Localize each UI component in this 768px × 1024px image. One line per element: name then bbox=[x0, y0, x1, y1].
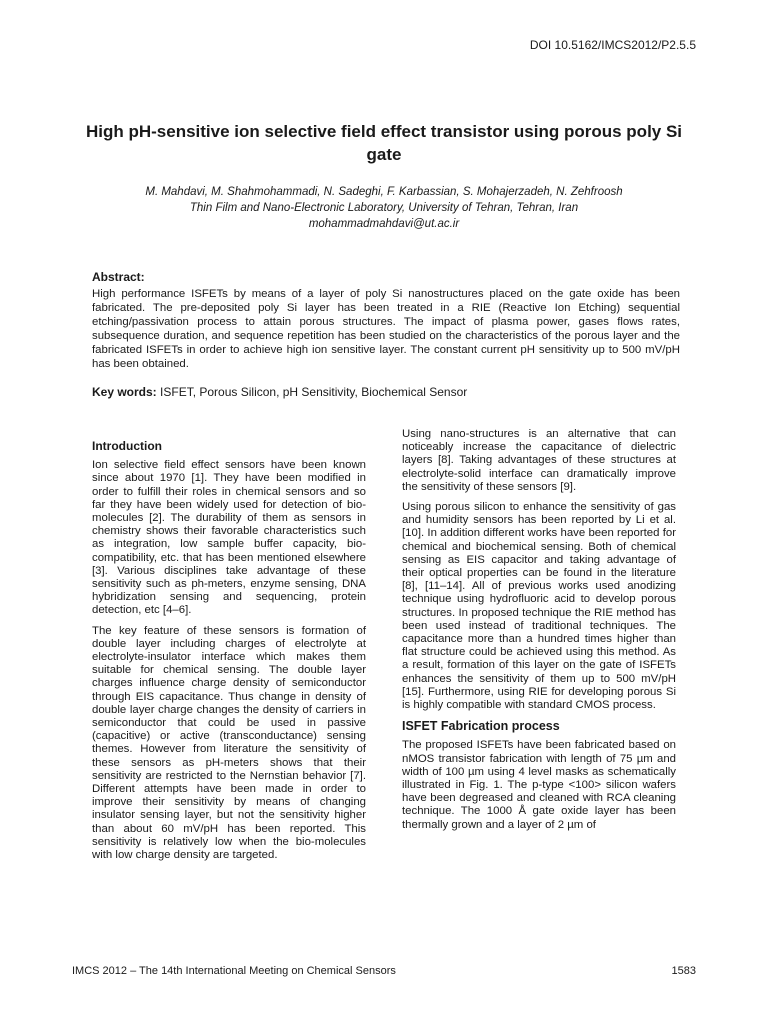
keywords-line bbox=[92, 385, 680, 399]
right-paragraph-2: Using porous silicon to enhance the sensitivity of gas and humidity sensors has been reported by Li et al. [10]. In addition different works have been reported for chemical and biochemical sensing. Both of chemical sensing as EIS capacitor and taking advantage of their optical properties can be found in the literature [8], [11–14]. All of previous works used anodizing technique using hydrofluoric acid to develop porous structures. In proposed technique the RIE method has been used instead of traditional techniques. The capacitance more than a hundred times higher than flat structure could be achieved using this method. As a result, formation of this layer on the gate of ISFETs enhances the sensitivity of them up to 500 mV/pH [15]. Furthermore, using RIE for developing porous Si is highly compatible with standard CMOS process. bbox=[402, 501, 676, 712]
footer-conference: IMCS 2012 – The 14th International Meeting on Chemical Sensors bbox=[72, 965, 396, 977]
right-paragraph-1: Using nano-structures is an alternative that can noticeably increase the capacitance of dielectric layers [8]. Taking advantages of these structures at electrolyte-solid interface can dramatically improve the sensitivity of these sensors [9]. bbox=[402, 428, 676, 493]
keywords-label: Key words: bbox=[92, 385, 157, 399]
intro-paragraph-2: The key feature of these sensors is formation of double layer including charges of electrolyte at electrolyte-insulator interface which makes them suitable for chemical sensing. The double layer charges influence charge density of semiconductor through EIS capacitance. Thus change in density of double layer charge changes the density of carriers in semiconductor that could be used in passive (capacitive) or active (transconductance) sensing themes. However from literature the sensitivity of these sensors as pH-meters shows that their sensitivity are restricted to the Nernstian behavior [7]. Different attempts have been made in order to improve their sensitivity by means of changing insulator sensing layer, but not the sensitivity higher than about 60 mV/pH has been reported. This sensitivity is relatively low when the bio-molecules with low charge density are targeted. bbox=[92, 624, 366, 862]
abstract-heading: Abstract: bbox=[92, 270, 145, 284]
paper-title: High pH-sensitive ion selective field effect transistor using porous poly Si gate bbox=[85, 122, 683, 164]
doi-label: DOI 10.5162/IMCS2012/P2.5.5 bbox=[529, 38, 696, 52]
fabrication-heading: ISFET Fabrication process bbox=[402, 719, 560, 734]
left-column bbox=[92, 440, 366, 869]
author-names: M. Mahdavi, M. Shahmohammadi, N. Sadeghi, F. Karbassian, S. Mohajerzadeh, N. Zehfroosh bbox=[145, 186, 623, 198]
intro-paragraph-1: Ion selective field effect sensors have been known since about 1970 [1]. They have been modified in order to fulfill their roles in chemical sensors and so far they have been widely used for detection of bio-molecules [2]. The durability of them as sensors in chemistry shows their favorable characteristics such as integration, low sample buffer capacity, bio-compatibility, etc. that has been mentioned elsewhere [3]. Various disciplines take advantage of these sensitivity such as ph-meters, enzyme sensing, DNA hybridization sensing and sequencing, protein detection, etc [4–6]. bbox=[92, 459, 366, 617]
right-column bbox=[402, 428, 676, 839]
fabrication-paragraph: The proposed ISFETs have been fabricated based on nMOS transistor fabrication with length of 75 µm and width of 100 µm using 4 level masks as schematically illustrated in Fig. 1. The p-type <100> silicon wafers have been degreased and cleaned with RCA cleaning technique. The 1000 Å gate oxide layer has been thermally grown and a layer of 2 µm of bbox=[402, 739, 676, 831]
introduction-heading: Introduction bbox=[92, 439, 162, 453]
abstract-text: High performance ISFETs by means of a layer of poly Si nanostructures placed on the gate oxide has been fabricated. The pre-deposited poly Si layer has been treated in a RIE (Reactive Ion Etching) sequential etching/passivation process to attain porous structures. The impact of plasma power, gases flows rates, subsequence duration, and sequence repetition has been studied on the characteristics of the porous layer and the fabricated ISFETs in order to achieve high ion sensitive layer. The constant current pH sensitivity up to 500 mV/pH has been obtained. bbox=[92, 288, 680, 370]
footer-page-number: 1583 bbox=[671, 965, 696, 977]
author-affiliation: Thin Film and Nano-Electronic Laboratory, University of Tehran, Tehran, Iran bbox=[189, 202, 579, 214]
author-block bbox=[90, 184, 678, 232]
keywords-text: ISFET, Porous Silicon, pH Sensitivity, Biochemical Sensor bbox=[160, 385, 468, 399]
author-email: mohammadmahdavi@ut.ac.ir bbox=[308, 218, 460, 230]
